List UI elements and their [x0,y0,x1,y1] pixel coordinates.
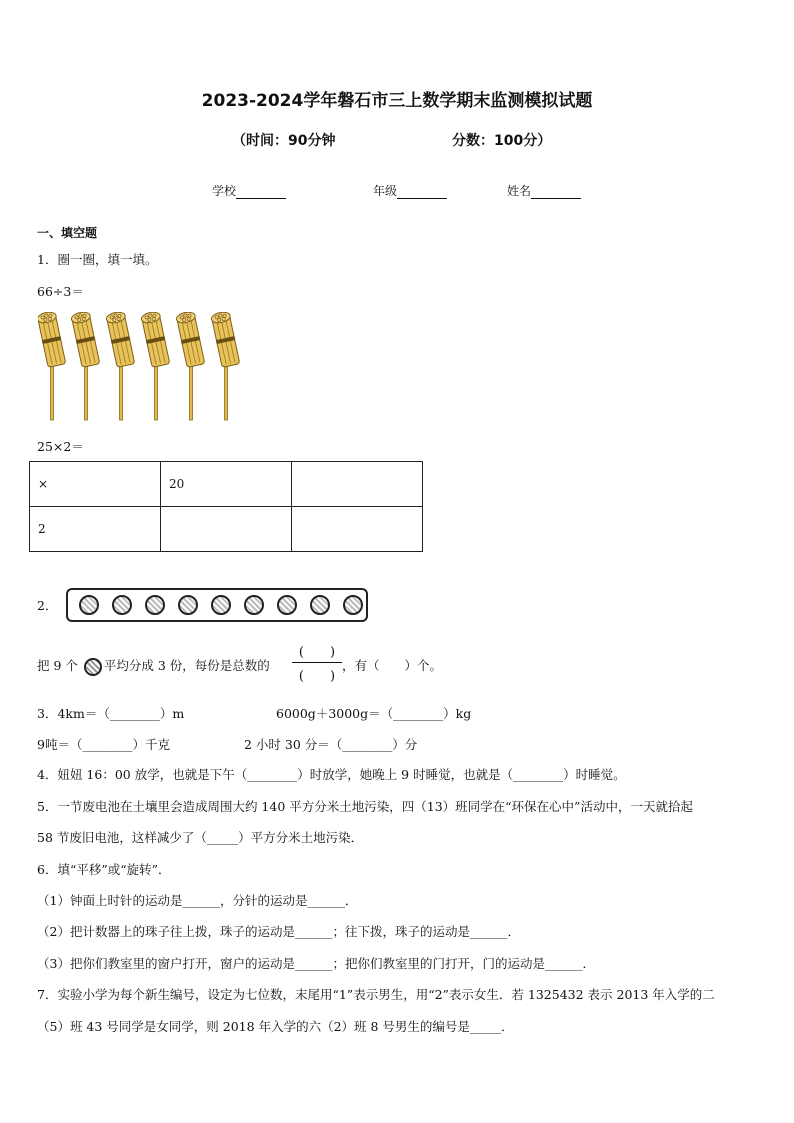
multiplication-grid [29,461,423,552]
fraction-numerator: ( ) [298,645,336,660]
bead-icon [112,595,132,615]
question-2-text [37,656,270,676]
grid-cell [292,462,423,507]
question-6: 6．填“平移”或“旋转”． [37,862,171,877]
question-1: 1．圈一圈，填一填。 [37,252,158,267]
section-heading: 一、填空题 [37,226,98,240]
bead-icon [310,595,330,615]
page-title: 2023-2024学年磐石市三上数学期末监测模拟试题 [201,91,593,111]
bead-icon [211,595,231,615]
school-field [212,182,286,199]
question-2-text-b: 平均分成 3 份，每份是总数的 [103,658,270,673]
question-3a: 3．4km＝（________）m [37,706,185,721]
grid-cell [161,507,292,552]
question-3b: 6000g＋3000g＝（________）kg [276,706,472,721]
bead-icon [277,595,297,615]
stick-bundle-icon [175,312,205,420]
grade-field [373,182,447,199]
stick-bundle-icon [140,312,170,420]
fraction-denominator: ( ) [298,669,336,684]
stick-bundles [38,312,258,424]
question-6-1: （1）钟面上时针的运动是______，分针的运动是______． [37,893,358,908]
question-6-3: （3）把你们教室里的窗户打开，窗户的运动是______；把你们教室里的门打开，门的运动是______． [37,956,595,971]
name-label: 姓名 [507,184,532,198]
grid-cell [292,507,423,552]
question-4: 4．妞妞 16：00 放学，也就是下午（________）时放学，她晚上 9 时睡觉，也就是（________）时睡觉。 [37,767,626,782]
fraction-blank [292,641,342,684]
question-7-line-1: 7．实验小学为每个新生编号，设定为七位数，末尾用“1”表示男生，用“2”表示女生．若 1325432 表示 2013 年入学的二 [37,987,715,1002]
bead-icon [343,595,363,615]
stick-bundle-icon [105,312,135,420]
question-2-text-a: 把 9 个 [37,658,78,673]
grade-label: 年级 [373,184,398,198]
question-2-text-c: ，有（ ）个。 [342,658,443,673]
question-1-equation-1: 66÷3＝ [37,284,84,299]
stick-bundle-icon [210,312,240,420]
stick-bundle-icon [38,312,66,420]
name-field [507,182,581,199]
bead-icon [79,595,99,615]
exam-score: 分数：100分） [452,133,552,149]
exam-time: （时间：90分钟 [232,133,336,149]
bead-icon [244,595,264,615]
grid-cell: × [30,462,161,507]
question-3d: 2 小时 30 分＝（________）分 [244,737,418,752]
grid-cell: 2 [30,507,161,552]
bead-icon [84,658,102,676]
grid-cell: 20 [161,462,292,507]
question-1-equation-2: 25×2＝ [37,439,84,454]
bead-icon [178,595,198,615]
question-3c: 9吨＝（________）千克 [37,737,170,752]
bead-icon [145,595,165,615]
question-5-line-2: 58 节废旧电池，这样减少了（_____）平方分米土地污染． [37,830,364,845]
question-6-2: （2）把计数器上的珠子往上拨，珠子的运动是______；往下拨，珠子的运动是______． [37,924,520,939]
stick-bundle-icon [70,312,100,420]
question-2-number: 2． [37,598,58,613]
question-7-line-2: （5）班 43 号同学是女同学，则 2018 年入学的六（2）班 8 号男生的编号是_____． [37,1019,514,1034]
question-5-line-1: 5．一节废电池在土壤里会造成周围大约 140 平方分米土地污染，四（13）班同学在“环保在心中”活动中，一天就拾起 [37,799,693,814]
bead-row [66,588,368,622]
school-label: 学校 [212,184,237,198]
